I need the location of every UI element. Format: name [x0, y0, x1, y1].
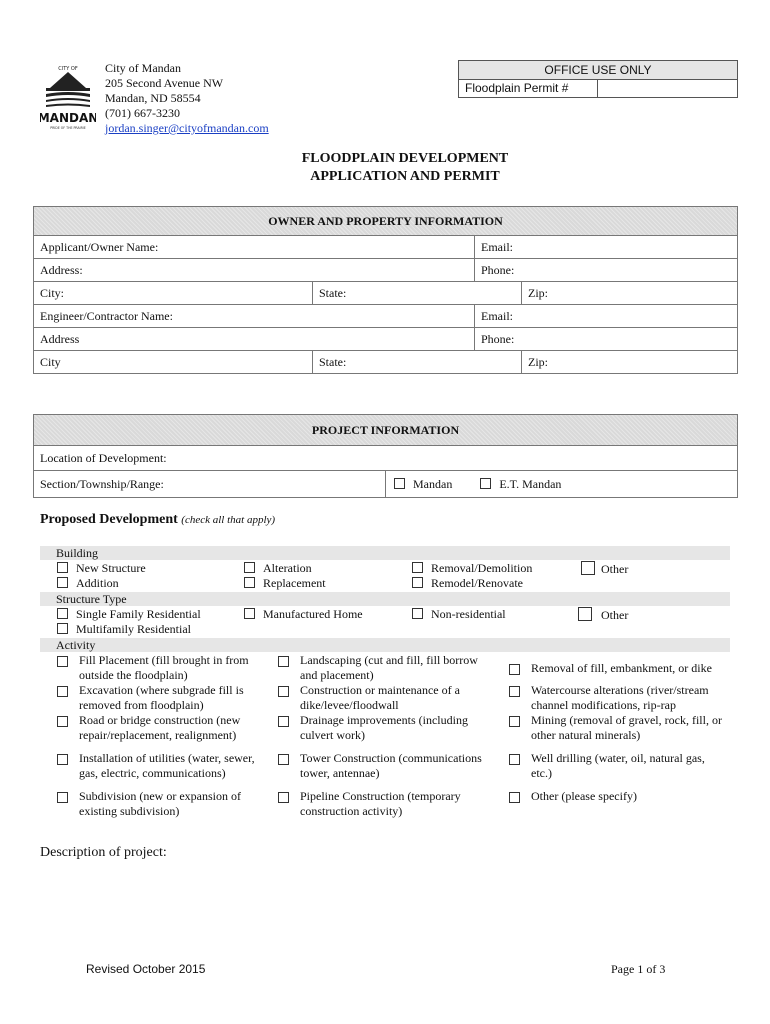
contact-email-link[interactable]: jordan.singer@cityofmandan.com — [105, 121, 269, 135]
proposed-title: Proposed Development — [40, 512, 178, 527]
other-specify-label: Other (please specify) — [531, 789, 637, 803]
engineer-address-field[interactable]: Address — [34, 328, 475, 350]
removal-fill-label: Removal of fill, embankment, or dike — [531, 661, 712, 675]
et-mandan-label: E.T. Mandan — [499, 477, 562, 491]
applicant-name-field[interactable]: Applicant/Owner Name: — [34, 236, 475, 258]
remodel-renovate-checkbox[interactable] — [412, 577, 423, 588]
building-band: Building — [40, 546, 730, 560]
office-use-box — [458, 60, 738, 98]
page-title — [0, 150, 770, 186]
building-other-checkbox[interactable] — [581, 561, 595, 575]
subdivision-label: Subdivision (new or expansion of existing subdivision) — [79, 789, 241, 818]
tower-construction-label: Tower Construction (communications tower, antennae) — [300, 751, 482, 780]
multifamily-checkbox[interactable] — [57, 623, 68, 634]
pipeline-construction-checkbox[interactable] — [278, 792, 289, 803]
landscaping-label: Landscaping (cut and fill, fill borrow and placement) — [300, 653, 478, 682]
drainage-label: Drainage improvements (including culvert work) — [300, 713, 468, 742]
project-info-table — [33, 414, 738, 498]
description-label: Description of project: — [40, 845, 167, 860]
title-line-2: APPLICATION AND PERMIT — [310, 169, 500, 184]
single-family-label: Single Family Residential — [76, 607, 201, 621]
watercourse-checkbox[interactable] — [509, 686, 520, 697]
contact-citystate: Mandan, ND 58554 — [105, 91, 201, 105]
logo-name: MANDAN — [40, 111, 96, 125]
mandan-label: Mandan — [413, 477, 453, 491]
office-use-heading: OFFICE USE ONLY — [459, 61, 737, 80]
engineer-phone-field[interactable]: Phone: — [481, 332, 515, 346]
well-drilling-checkbox[interactable] — [509, 754, 520, 765]
city-logo — [40, 64, 96, 130]
structure-other-checkbox[interactable] — [578, 607, 592, 621]
page-number: Page 1 of 3 — [611, 962, 666, 976]
road-bridge-checkbox[interactable] — [57, 716, 68, 727]
proposed-hint: (check all that apply) — [181, 514, 276, 526]
applicant-address-field[interactable]: Address: — [34, 259, 475, 281]
pipeline-construction-label: Pipeline Construction (temporary construction activity) — [300, 789, 461, 818]
project-section-heading: PROJECT INFORMATION — [34, 415, 737, 446]
engineer-email-field[interactable]: Email: — [481, 309, 513, 323]
structure-type-band: Structure Type — [40, 592, 730, 606]
mandan-checkbox[interactable] — [394, 478, 405, 489]
engineer-city-field[interactable]: City — [34, 351, 313, 373]
single-family-checkbox[interactable] — [57, 608, 68, 619]
excavation-checkbox[interactable] — [57, 686, 68, 697]
utilities-label: Installation of utilities (water, sewer, gas, electric, communications) — [79, 751, 255, 780]
non-residential-checkbox[interactable] — [412, 608, 423, 619]
utilities-checkbox[interactable] — [57, 754, 68, 765]
non-residential-label: Non-residential — [431, 607, 506, 621]
revision-note: Revised October 2015 — [86, 962, 206, 976]
addition-label: Addition — [76, 576, 119, 590]
description-field[interactable] — [40, 868, 730, 948]
applicant-email-field[interactable]: Email: — [481, 240, 513, 254]
drainage-checkbox[interactable] — [278, 716, 289, 727]
applicant-phone-field[interactable]: Phone: — [481, 263, 515, 277]
contact-city: City of Mandan — [105, 61, 181, 75]
permit-number-label: Floodplain Permit # — [459, 80, 598, 97]
remodel-renovate-label: Remodel/Renovate — [431, 576, 523, 590]
owner-property-table — [33, 206, 738, 374]
engineer-name-field[interactable]: Engineer/Contractor Name: — [34, 305, 475, 327]
new-structure-checkbox[interactable] — [57, 562, 68, 573]
applicant-city-field[interactable]: City: — [34, 282, 313, 304]
replacement-checkbox[interactable] — [244, 577, 255, 588]
section-township-range-field[interactable]: Section/Township/Range: — [34, 471, 386, 497]
logo-subtitle: PRIDE OF THE PRAIRIE — [50, 126, 86, 130]
fill-placement-checkbox[interactable] — [57, 656, 68, 667]
mining-label: Mining (removal of gravel, rock, fill, or other natural minerals) — [531, 713, 722, 742]
manufactured-home-label: Manufactured Home — [263, 607, 363, 621]
contact-block — [105, 61, 269, 136]
tower-construction-checkbox[interactable] — [278, 754, 289, 765]
dike-construction-label: Construction or maintenance of a dike/levee/floodwall — [300, 683, 460, 712]
alteration-checkbox[interactable] — [244, 562, 255, 573]
mining-checkbox[interactable] — [509, 716, 520, 727]
other-specify-checkbox[interactable] — [509, 792, 520, 803]
engineer-zip-field[interactable]: Zip: — [528, 355, 548, 369]
alteration-label: Alteration — [263, 561, 312, 575]
engineer-state-field[interactable]: State: — [313, 351, 522, 373]
new-structure-label: New Structure — [76, 561, 146, 575]
watercourse-label: Watercourse alterations (river/stream channel modifications, rip-rap — [531, 683, 709, 712]
contact-phone: (701) 667-3230 — [105, 106, 180, 120]
logo-tag: CITY OF — [58, 66, 78, 72]
permit-number-field[interactable] — [598, 80, 737, 97]
replacement-label: Replacement — [263, 576, 326, 590]
location-field[interactable]: Location of Development: — [40, 451, 167, 465]
activity-band: Activity — [40, 638, 730, 652]
multifamily-label: Multifamily Residential — [76, 622, 191, 636]
contact-street: 205 Second Avenue NW — [105, 76, 224, 90]
applicant-zip-field[interactable]: Zip: — [528, 286, 548, 300]
building-other-label: Other — [601, 562, 629, 576]
dike-construction-checkbox[interactable] — [278, 686, 289, 697]
title-line-1: FLOODPLAIN DEVELOPMENT — [301, 151, 509, 166]
owner-section-heading: OWNER AND PROPERTY INFORMATION — [34, 207, 737, 236]
removal-demolition-checkbox[interactable] — [412, 562, 423, 573]
landscaping-checkbox[interactable] — [278, 656, 289, 667]
removal-demolition-label: Removal/Demolition — [431, 561, 533, 575]
removal-fill-checkbox[interactable] — [509, 664, 520, 675]
fill-placement-label: Fill Placement (fill brought in from outside the floodplain) — [79, 653, 249, 682]
manufactured-home-checkbox[interactable] — [244, 608, 255, 619]
addition-checkbox[interactable] — [57, 577, 68, 588]
applicant-state-field[interactable]: State: — [313, 282, 522, 304]
road-bridge-label: Road or bridge construction (new repair/replacement, realignment) — [79, 713, 241, 742]
well-drilling-label: Well drilling (water, oil, natural gas, etc.) — [531, 751, 705, 780]
proposed-development-heading — [40, 512, 275, 528]
et-mandan-checkbox[interactable] — [480, 478, 491, 489]
excavation-label: Excavation (where subgrade fill is removed from floodplain) — [79, 683, 244, 712]
subdivision-checkbox[interactable] — [57, 792, 68, 803]
structure-other-label: Other — [601, 608, 629, 622]
